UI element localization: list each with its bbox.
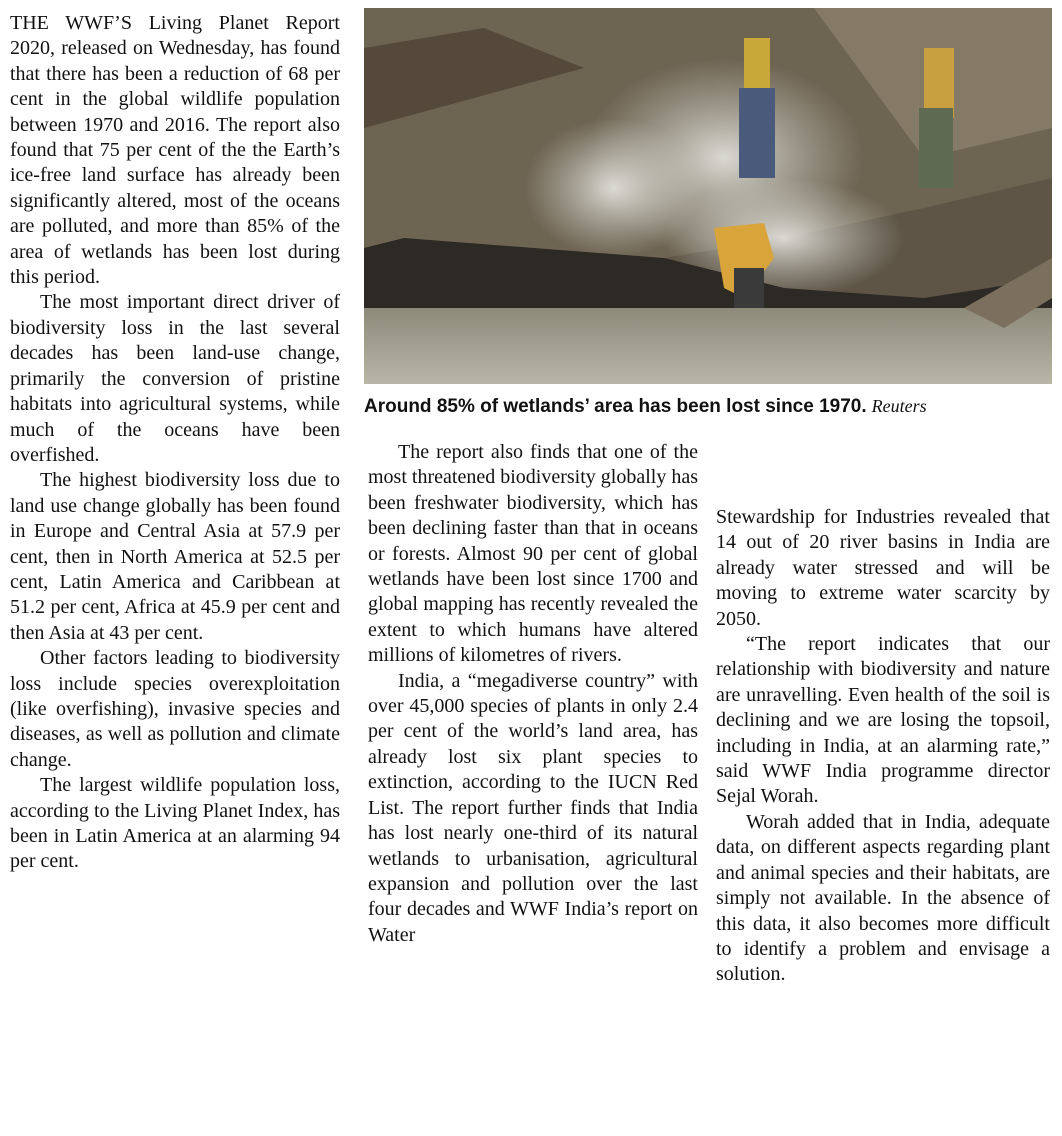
news-photo [364,8,1052,384]
article-column-1 [10,11,340,875]
paragraph: India, a “megadiverse country” with over 45,000 species of plants in only 2.4 per cent of the world’s land area, has already lost six plant species to extinction, according to the IUCN Red List. The report further finds that India has lost nearly one-third of its natural wetlands to urbanisation, agricultural expansion and pollution over the last four decades and WWF India’s report on Water [368,669,698,946]
paragraph: The report also finds that one of the most threatened biodiversity globally has been freshwater biodiversity, which has been declining faster than that in oceans or forests. Almost 90 per cent of global wetlands have been lost since 1700 and global mapping has recently revealed the extent to which humans have altered millions of kilometres of rivers. [368,441,698,667]
article-column-3 [716,505,1050,988]
paragraph: Stewardship for Industries revealed that 14 out of 20 river basins in India are already water stressed and will be moving to extreme water scarcity by 2050. [716,506,1050,630]
paragraph: THE WWF’S Living Planet Report 2020, released on Wednesday, has found that there has been a reduction of 68 per cent in the global wildlife population between 1970 and 2016. The report also found that 75 per cent of the the Earth’s ice-free land surface has already been significantly altered, most of the oceans are polluted, and more than 85% of the area of wetlands has been lost during this period. [10,12,340,289]
caption-credit: Reuters [871,396,927,416]
paragraph: “The report indicates that our relationship with biodiversity and nature are unravelling. Even health of the soil is declining and we are losing the topsoil, including in India, at an alarming rate,” said WWF India programme director Sejal Worah. [716,633,1050,808]
paragraph: The largest wildlife population loss, according to the Living Planet Index, has been in Latin America at an alarming 94 per cent. [10,774,340,873]
wetland-fire-photo [364,8,1052,384]
photo-caption [364,392,1052,422]
paragraph: The most important direct driver of biodiversity loss in the last several decades has been land-use change, primarily the conversion of pristine habitats into agricultural systems, while much of the oceans have been overfished. [10,291,340,466]
paragraph: The highest biodiversity loss due to land use change globally has been found in Europe and Central Asia at 57.9 per cent, then in North America at 52.5 per cent, Latin America and Caribbean at 51.2 per cent, Africa at 45.9 per cent and then Asia at 43 per cent. [10,469,340,644]
article-column-2 [368,440,698,948]
caption-text: Around 85% of wetlands’ area has been lost since 1970. [364,396,867,417]
paragraph: Worah added that in India, adequate data, on different aspects regarding plant and animal species and their habitats, are simply not available. In the absence of this data, it also becomes more difficult to identify a problem and envisage a solution. [716,810,1050,986]
paragraph: Other factors leading to biodiversity loss include species overexploitation (like overfishing), invasive species and diseases, as well as pollution and climate change. [10,647,340,771]
